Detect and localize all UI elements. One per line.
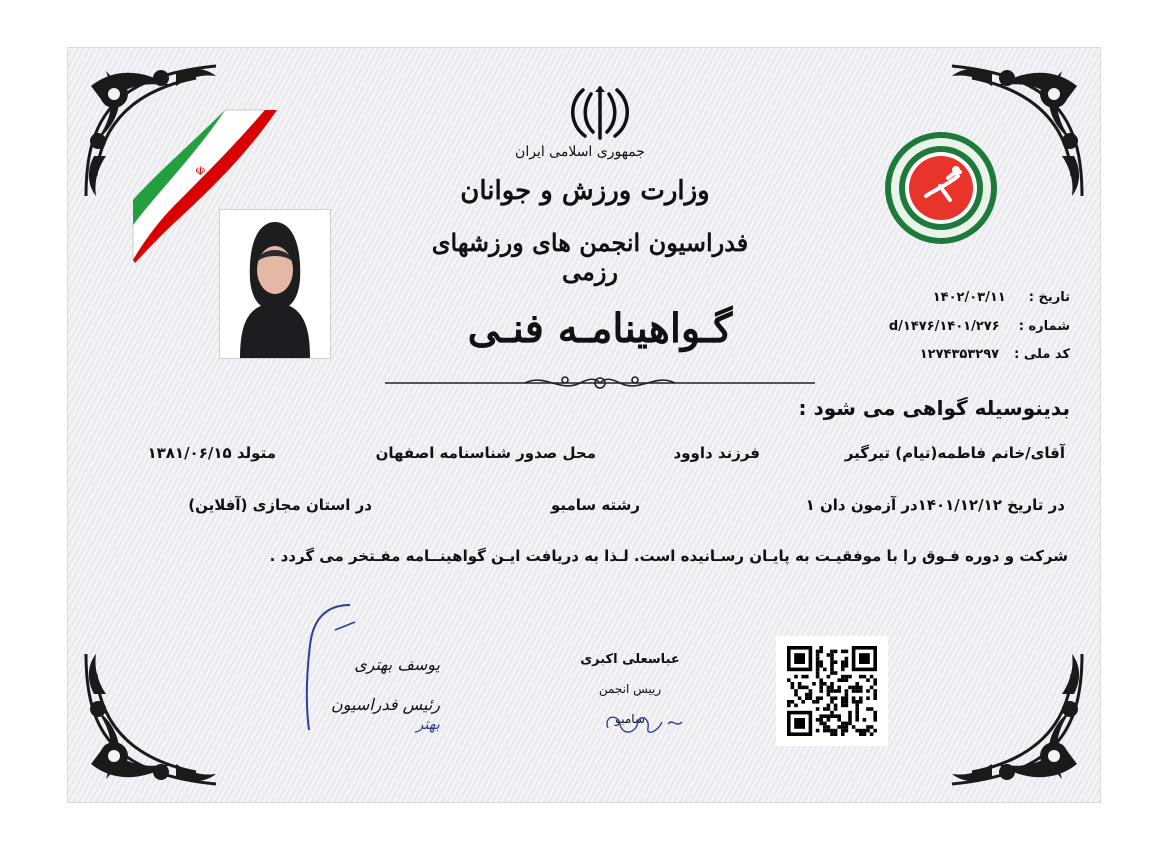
issue-place-field: محل صدور شناسنامه اصفهان [375,444,596,462]
ornament-divider-icon [385,368,815,398]
number-label: شماره : [1018,319,1070,334]
ministry-label: وزارت ورزش و جوانان [460,176,710,206]
number-row [860,319,1070,334]
province-field: در استان مجازی (آفلاین) [188,496,372,514]
national-code-row [860,347,1070,362]
corner-ornament-bottom-right [942,644,1092,794]
national-code-label: کد ملی : [1014,347,1070,362]
certificate-title: گـواهینامـه فنـی [467,305,733,352]
date-value: ۱۴۰۲/۰۳/۱۱ [932,290,1006,305]
left-signer-mark: بهتر [416,715,440,733]
discipline-field: رشته سامبو [550,496,640,514]
left-signer-title-text: رئیس فدراسیون [331,695,440,714]
exam-field: در تاریخ ۱۴۰۱/۱۲/۱۲در آزمون دان ۱ [805,496,1065,514]
birth-field: متولد ۱۳۸۱/۰۶/۱۵ [147,444,276,462]
completion-text: شرکت و دوره فـوق را با موفقیـت به پایـان رسـانیده است. لـذا به دریافت ایـن گواهینــامه مفـتخر می گردد . [269,547,1068,565]
intro-text: بدینوسیله گواهی می شود : [798,396,1070,420]
date-row [860,290,1070,305]
date-label: تاریخ : [1028,290,1070,305]
student-photo [219,209,331,359]
middle-signer-title: رییس انجمن [598,682,662,696]
name-field: آقای/خانم فاطمه(تیام) تیرگیر [844,444,1065,462]
iran-emblem-icon [565,84,635,142]
left-signer-name: یوسف بهتری [354,655,440,674]
national-code-value: ۱۲۷۴۳۵۳۲۹۷ [919,347,1000,362]
qr-code-icon [776,636,888,746]
left-signer-title [320,695,440,733]
number-value: ۱۴۰۱/۲۷۶/d/۱۴۷۶ [888,319,1000,334]
republic-label: جمهوری اسلامی ایران [515,144,645,160]
federation-label: فدراسیون انجمن های ورزشهای رزمی [431,228,749,286]
association-president-signature [598,708,693,740]
middle-signer-name: عباسعلی اکبری [580,652,680,667]
federation-logo-icon [868,128,1014,248]
father-field: فرزند داوود [673,444,760,462]
svg-text:☫: ☫ [195,164,206,178]
corner-ornament-bottom-left [76,644,226,794]
middle-signer-org: سامبو [615,712,645,726]
